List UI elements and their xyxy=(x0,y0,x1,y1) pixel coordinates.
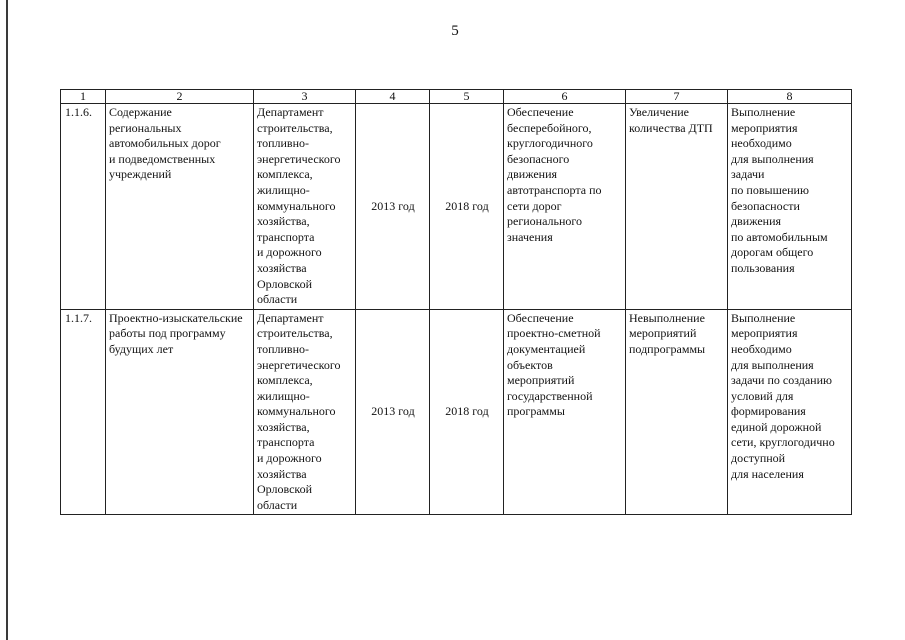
page-left-edge xyxy=(6,0,8,640)
column-header: 6 xyxy=(504,90,626,104)
relation-to-indicators: Выполнение мероприятия необходимо для выполнения задачи по созданию условий для формирования единой дорожной сети, круглогодично доступной для населения xyxy=(728,309,852,515)
column-header: 7 xyxy=(626,90,728,104)
non-implementation-consequence: Увеличение количества ДТП xyxy=(626,104,728,310)
column-header: 5 xyxy=(430,90,504,104)
table-row xyxy=(61,104,852,310)
expected-result: Обеспечение бесперебойного, круглогодичного безопасного движения автотранспорта по сети дорог регионального значения xyxy=(504,104,626,310)
end-year: 2018 год xyxy=(430,309,504,515)
end-year: 2018 год xyxy=(430,104,504,310)
row-number: 1.1.6. xyxy=(61,104,106,310)
table-header-row xyxy=(61,90,852,104)
column-header: 1 xyxy=(61,90,106,104)
relation-to-indicators: Выполнение мероприятия необходимо для выполнения задачи по повышению безопасности движения по автомобильным дорогам общего пользования xyxy=(728,104,852,310)
column-header: 4 xyxy=(356,90,430,104)
expected-result: Обеспечение проектно-сметной документацией объектов мероприятий государственной программы xyxy=(504,309,626,515)
responsible-executor: Департамент строительства, топливно- энергетического комплекса, жилищно- коммунального хозяйства, транспорта и дорожного хозяйства Орловской области xyxy=(254,104,356,310)
responsible-executor: Департамент строительства, топливно- энергетического комплекса, жилищно- коммунального хозяйства, транспорта и дорожного хозяйства Орловской области xyxy=(254,309,356,515)
start-year: 2013 год xyxy=(356,104,430,310)
activity-name: Проектно-изыскательские работы под программу будущих лет xyxy=(106,309,254,515)
non-implementation-consequence: Невыполнение мероприятий подпрограммы xyxy=(626,309,728,515)
activities-table xyxy=(60,89,852,515)
column-header: 2 xyxy=(106,90,254,104)
column-header: 8 xyxy=(728,90,852,104)
column-header: 3 xyxy=(254,90,356,104)
start-year: 2013 год xyxy=(356,309,430,515)
table-row xyxy=(61,309,852,515)
page-number: 5 xyxy=(451,23,459,39)
row-number: 1.1.7. xyxy=(61,309,106,515)
activity-name: Содержание региональных автомобильных дорог и подведомственных учреждений xyxy=(106,104,254,310)
